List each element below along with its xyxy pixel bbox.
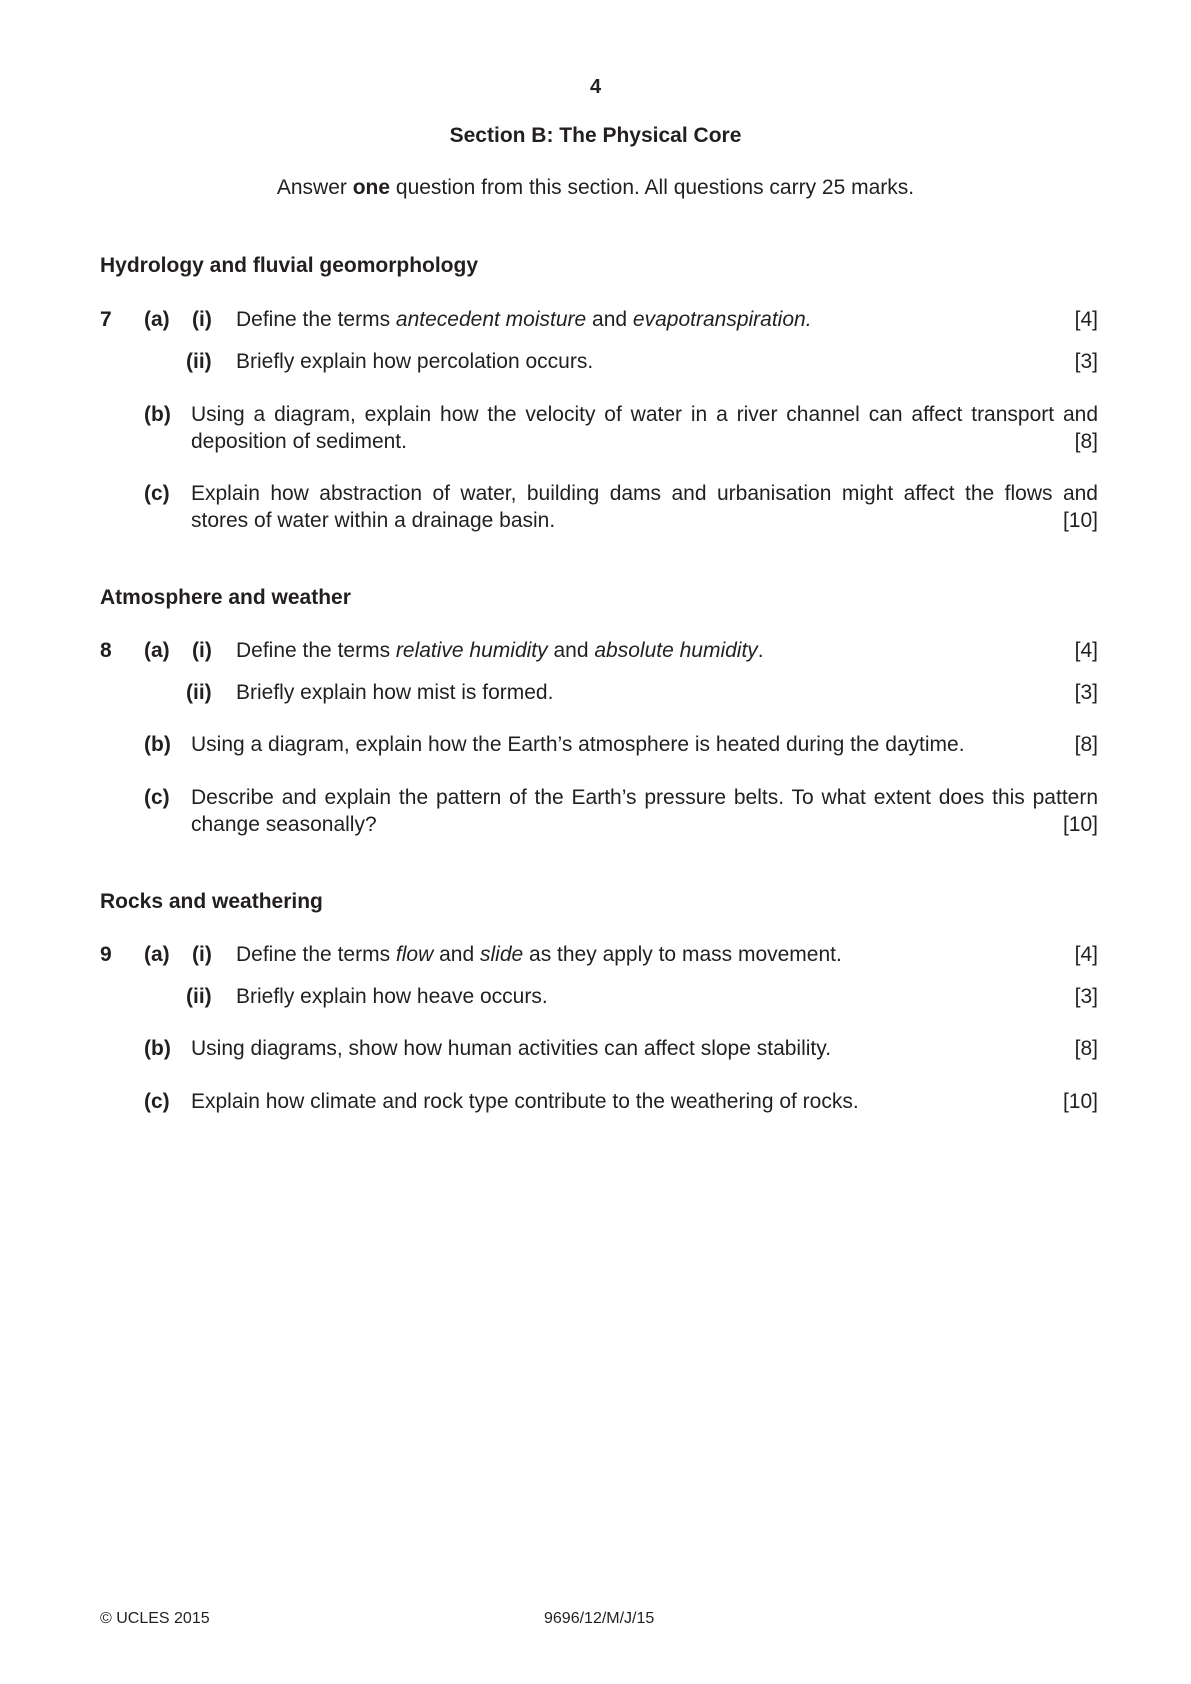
question-text xyxy=(236,637,764,664)
text-segment: Define the terms xyxy=(236,639,396,662)
subpart-label: (ii) xyxy=(186,985,212,1008)
question-text xyxy=(236,941,842,968)
question-text-line1: Using a diagram, explain how the velocity of water in a river channel can affect transport and xyxy=(191,403,1098,426)
text-segment: as they apply to mass movement. xyxy=(523,943,842,966)
part-label: (b) xyxy=(144,403,171,426)
question-number: 9 xyxy=(100,943,112,966)
question-7-c xyxy=(100,480,1098,536)
question-text xyxy=(236,306,812,333)
footer-copyright: © UCLES 2015 xyxy=(100,1610,210,1627)
question-8-a-i xyxy=(100,637,1098,667)
question-number: 7 xyxy=(100,308,112,331)
part-label: (a) xyxy=(144,639,170,662)
subpart-label: (ii) xyxy=(186,681,212,704)
subpart-label: (i) xyxy=(192,308,212,331)
italic-term: slide xyxy=(479,943,524,966)
question-text-line1: Describe and explain the pattern of the Earth’s pressure belts. To what extent does this pattern xyxy=(191,786,1098,809)
subpart-label: (ii) xyxy=(186,350,212,373)
marks: [3] xyxy=(1074,350,1098,373)
text-segment: Define the terms xyxy=(236,943,396,966)
marks: [4] xyxy=(1074,943,1098,966)
question-text: Explain how climate and rock type contribute to the weathering of rocks. xyxy=(191,1090,859,1113)
text-segment: and xyxy=(433,943,480,966)
marks: [8] xyxy=(1074,733,1098,756)
marks: [10] xyxy=(1062,1090,1098,1113)
part-label: (c) xyxy=(144,786,170,809)
question-text: Briefly explain how heave occurs. xyxy=(236,985,548,1008)
marks: [3] xyxy=(1074,681,1098,704)
topic-heading-hydrology: Hydrology and fluvial geomorphology xyxy=(100,254,479,277)
footer-paper-code: 9696/12/M/J/15 xyxy=(544,1610,655,1627)
section-title: Section B: The Physical Core xyxy=(449,124,742,147)
question-9-c xyxy=(100,1088,1098,1118)
question-text-line2: stores of water within a drainage basin. xyxy=(191,509,556,532)
part-label: (c) xyxy=(144,1090,170,1113)
question-9-a-i xyxy=(100,941,1098,971)
topic-heading-rocks: Rocks and weathering xyxy=(100,890,323,913)
question-number: 8 xyxy=(100,639,112,662)
instructions-post: question from this section. All questions carry 25 marks. xyxy=(390,176,915,199)
subpart-label: (i) xyxy=(192,639,212,662)
question-8-a-ii xyxy=(100,679,1098,709)
marks: [4] xyxy=(1074,639,1098,662)
question-text: Briefly explain how percolation occurs. xyxy=(236,350,594,373)
part-label: (b) xyxy=(144,1037,171,1060)
marks: [3] xyxy=(1074,985,1098,1008)
question-text-line2: deposition of sediment. xyxy=(191,430,407,453)
question-9-a-ii xyxy=(100,983,1098,1013)
question-9-b xyxy=(100,1035,1098,1065)
question-text-line2: change seasonally? xyxy=(191,813,377,836)
part-label: (a) xyxy=(144,943,170,966)
page-number: 4 xyxy=(589,76,602,98)
italic-term: evapotranspiration. xyxy=(632,308,812,331)
section-instructions xyxy=(0,176,1191,200)
marks: [4] xyxy=(1074,308,1098,331)
italic-term: flow xyxy=(395,943,434,966)
question-8-b xyxy=(100,731,1098,761)
marks: [10] xyxy=(1062,509,1098,532)
text-segment: and xyxy=(547,639,595,662)
part-label: (b) xyxy=(144,733,171,756)
question-8-c xyxy=(100,784,1098,840)
topic-heading-atmosphere: Atmosphere and weather xyxy=(100,586,351,609)
instructions-bold: one xyxy=(352,176,391,199)
marks: [8] xyxy=(1074,430,1098,453)
question-7-b xyxy=(100,401,1098,457)
question-text: Using a diagram, explain how the Earth’s atmosphere is heated during the daytime. xyxy=(191,733,965,756)
marks: [10] xyxy=(1062,813,1098,836)
marks: [8] xyxy=(1074,1037,1098,1060)
question-7-a-ii xyxy=(100,348,1098,378)
text-segment: . xyxy=(757,639,764,662)
question-text-line1: Explain how abstraction of water, building dams and urbanisation might affect the flows and xyxy=(191,482,1098,505)
subpart-label: (i) xyxy=(192,943,212,966)
question-text: Briefly explain how mist is formed. xyxy=(236,681,554,704)
instructions-pre: Answer xyxy=(276,176,353,199)
italic-term: antecedent moisture xyxy=(395,308,587,331)
italic-term: absolute humidity xyxy=(594,639,758,662)
text-segment: Define the terms xyxy=(236,308,396,331)
text-segment: and xyxy=(586,308,633,331)
part-label: (a) xyxy=(144,308,170,331)
question-text: Using diagrams, show how human activities can affect slope stability. xyxy=(191,1037,832,1060)
question-7-a-i xyxy=(100,306,1098,336)
italic-term: relative humidity xyxy=(395,639,548,662)
part-label: (c) xyxy=(144,482,170,505)
